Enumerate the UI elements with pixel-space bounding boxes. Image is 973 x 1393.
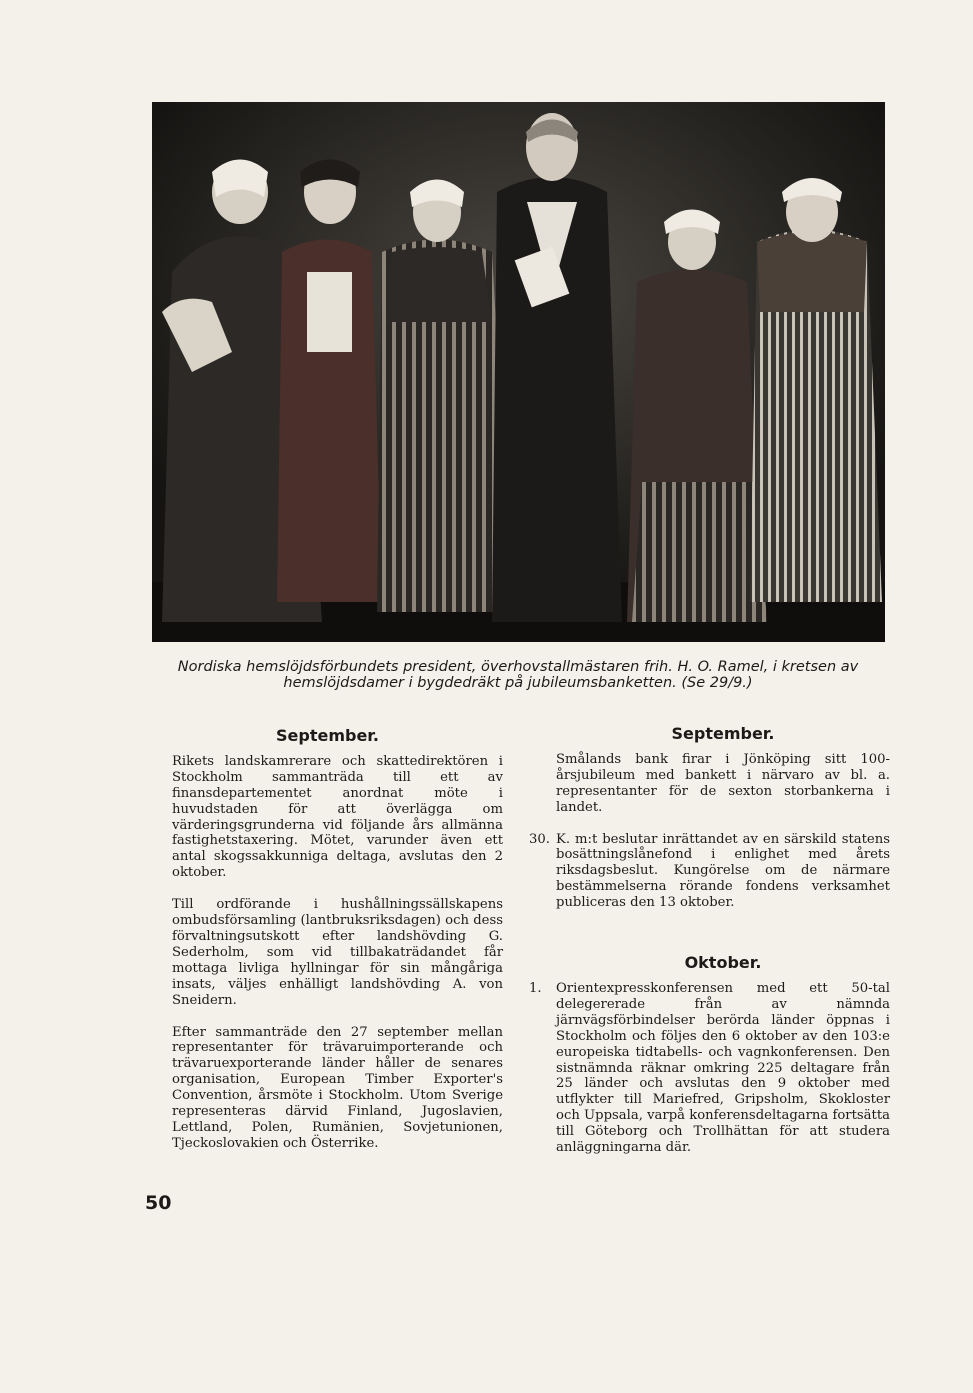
group-photo	[152, 102, 885, 642]
photo-caption	[140, 659, 896, 691]
figure-6	[750, 178, 882, 602]
caption-line-1: Nordiska hemslöjdsförbundets president, överhovstallmästaren frih. H. O. Ramel, i kretsen av	[177, 659, 859, 675]
calendar-entry	[529, 831, 890, 912]
page-number: 50	[145, 1192, 172, 1214]
entry-text: K. m:t beslutar inrättandet av en särskild statens bosättningslånefond i enlighet med årets riksdagsbeslut. Kungörelse om de närmare bestämmelserna rörande fondens verksamhet publiceras den 13 oktober.	[556, 831, 890, 911]
left-column	[172, 728, 503, 1168]
right-heading-oktober: Oktober.	[684, 953, 762, 973]
entry-text: Smålands bank firar i Jönköping sitt 100-årsjubileum med bankett i närvaro av bl. a. representanter för de sexton storbankerna i landet.	[556, 751, 890, 815]
left-paragraph: Till ordförande i hushållningssällskapens ombudsförsamling (lantbruksriksdagen) och dess förvaltningsutskott efter landshövding G. Sederholm, som vid tillbakaträdandet får mottaga livliga hyllningar för sin mångåriga insats, väljes enhälligt landshövding A. von Sneidern.	[172, 897, 503, 1008]
left-paragraph: Rikets landskamrerare och skattedirektören i Stockholm sammanträda till ett av finansdepartementet anordnat möte i huvudstaden för att överlägga om värderingsgrunderna vid följande års allmänna fastighetstaxering. Mötet, varunder även ett antal skogssakkunniga deltaga, avslutas den 2 oktober.	[172, 753, 503, 881]
group-photo-icon	[152, 102, 885, 642]
calendar-entry	[529, 980, 890, 1156]
right-heading-september: September.	[671, 724, 775, 743]
entry-day: 1.	[529, 980, 542, 996]
caption-line-2: hemslöjdsdamer i bygdedräkt på jubileumsbanketten. (Se 29/9.)	[283, 675, 753, 691]
right-column	[529, 724, 890, 1172]
left-paragraph: Efter sammanträde den 27 september mellan representanter för trävaruimporterande och trävaruexporterande länder håller de senares organisation, European Timber Exporter's Convention, årsmöte i Stockholm. Utom Sverige representeras därvid Finland, Jugoslavien, Lettland, Polen, Rumänien, Sovjetunionen, Tjeckoslovakien och Österrike.	[172, 1024, 503, 1151]
calendar-entry	[556, 752, 890, 816]
entry-day: 30.	[529, 831, 550, 847]
left-heading: September.	[276, 726, 379, 745]
entry-text: Orientexpresskonferensen med ett 50-tal delegererade från av nämnda järnvägsförbindelser berörda länder öppnas i Stockholm och följes den 6 oktober av den 103:e europeiska tidtabells- och vagnkonferensen. Den sistnämnda räknar omkring 225 deltagare från 25 länder och avslutas den 9 oktober med utflykter till Mariefred, Gripsholm, Skokloster och Uppsala, varpå konferensdeltagarna fortsätta till Göteborg och Trollhättan för att studera anläggningarna där.	[556, 980, 890, 1156]
